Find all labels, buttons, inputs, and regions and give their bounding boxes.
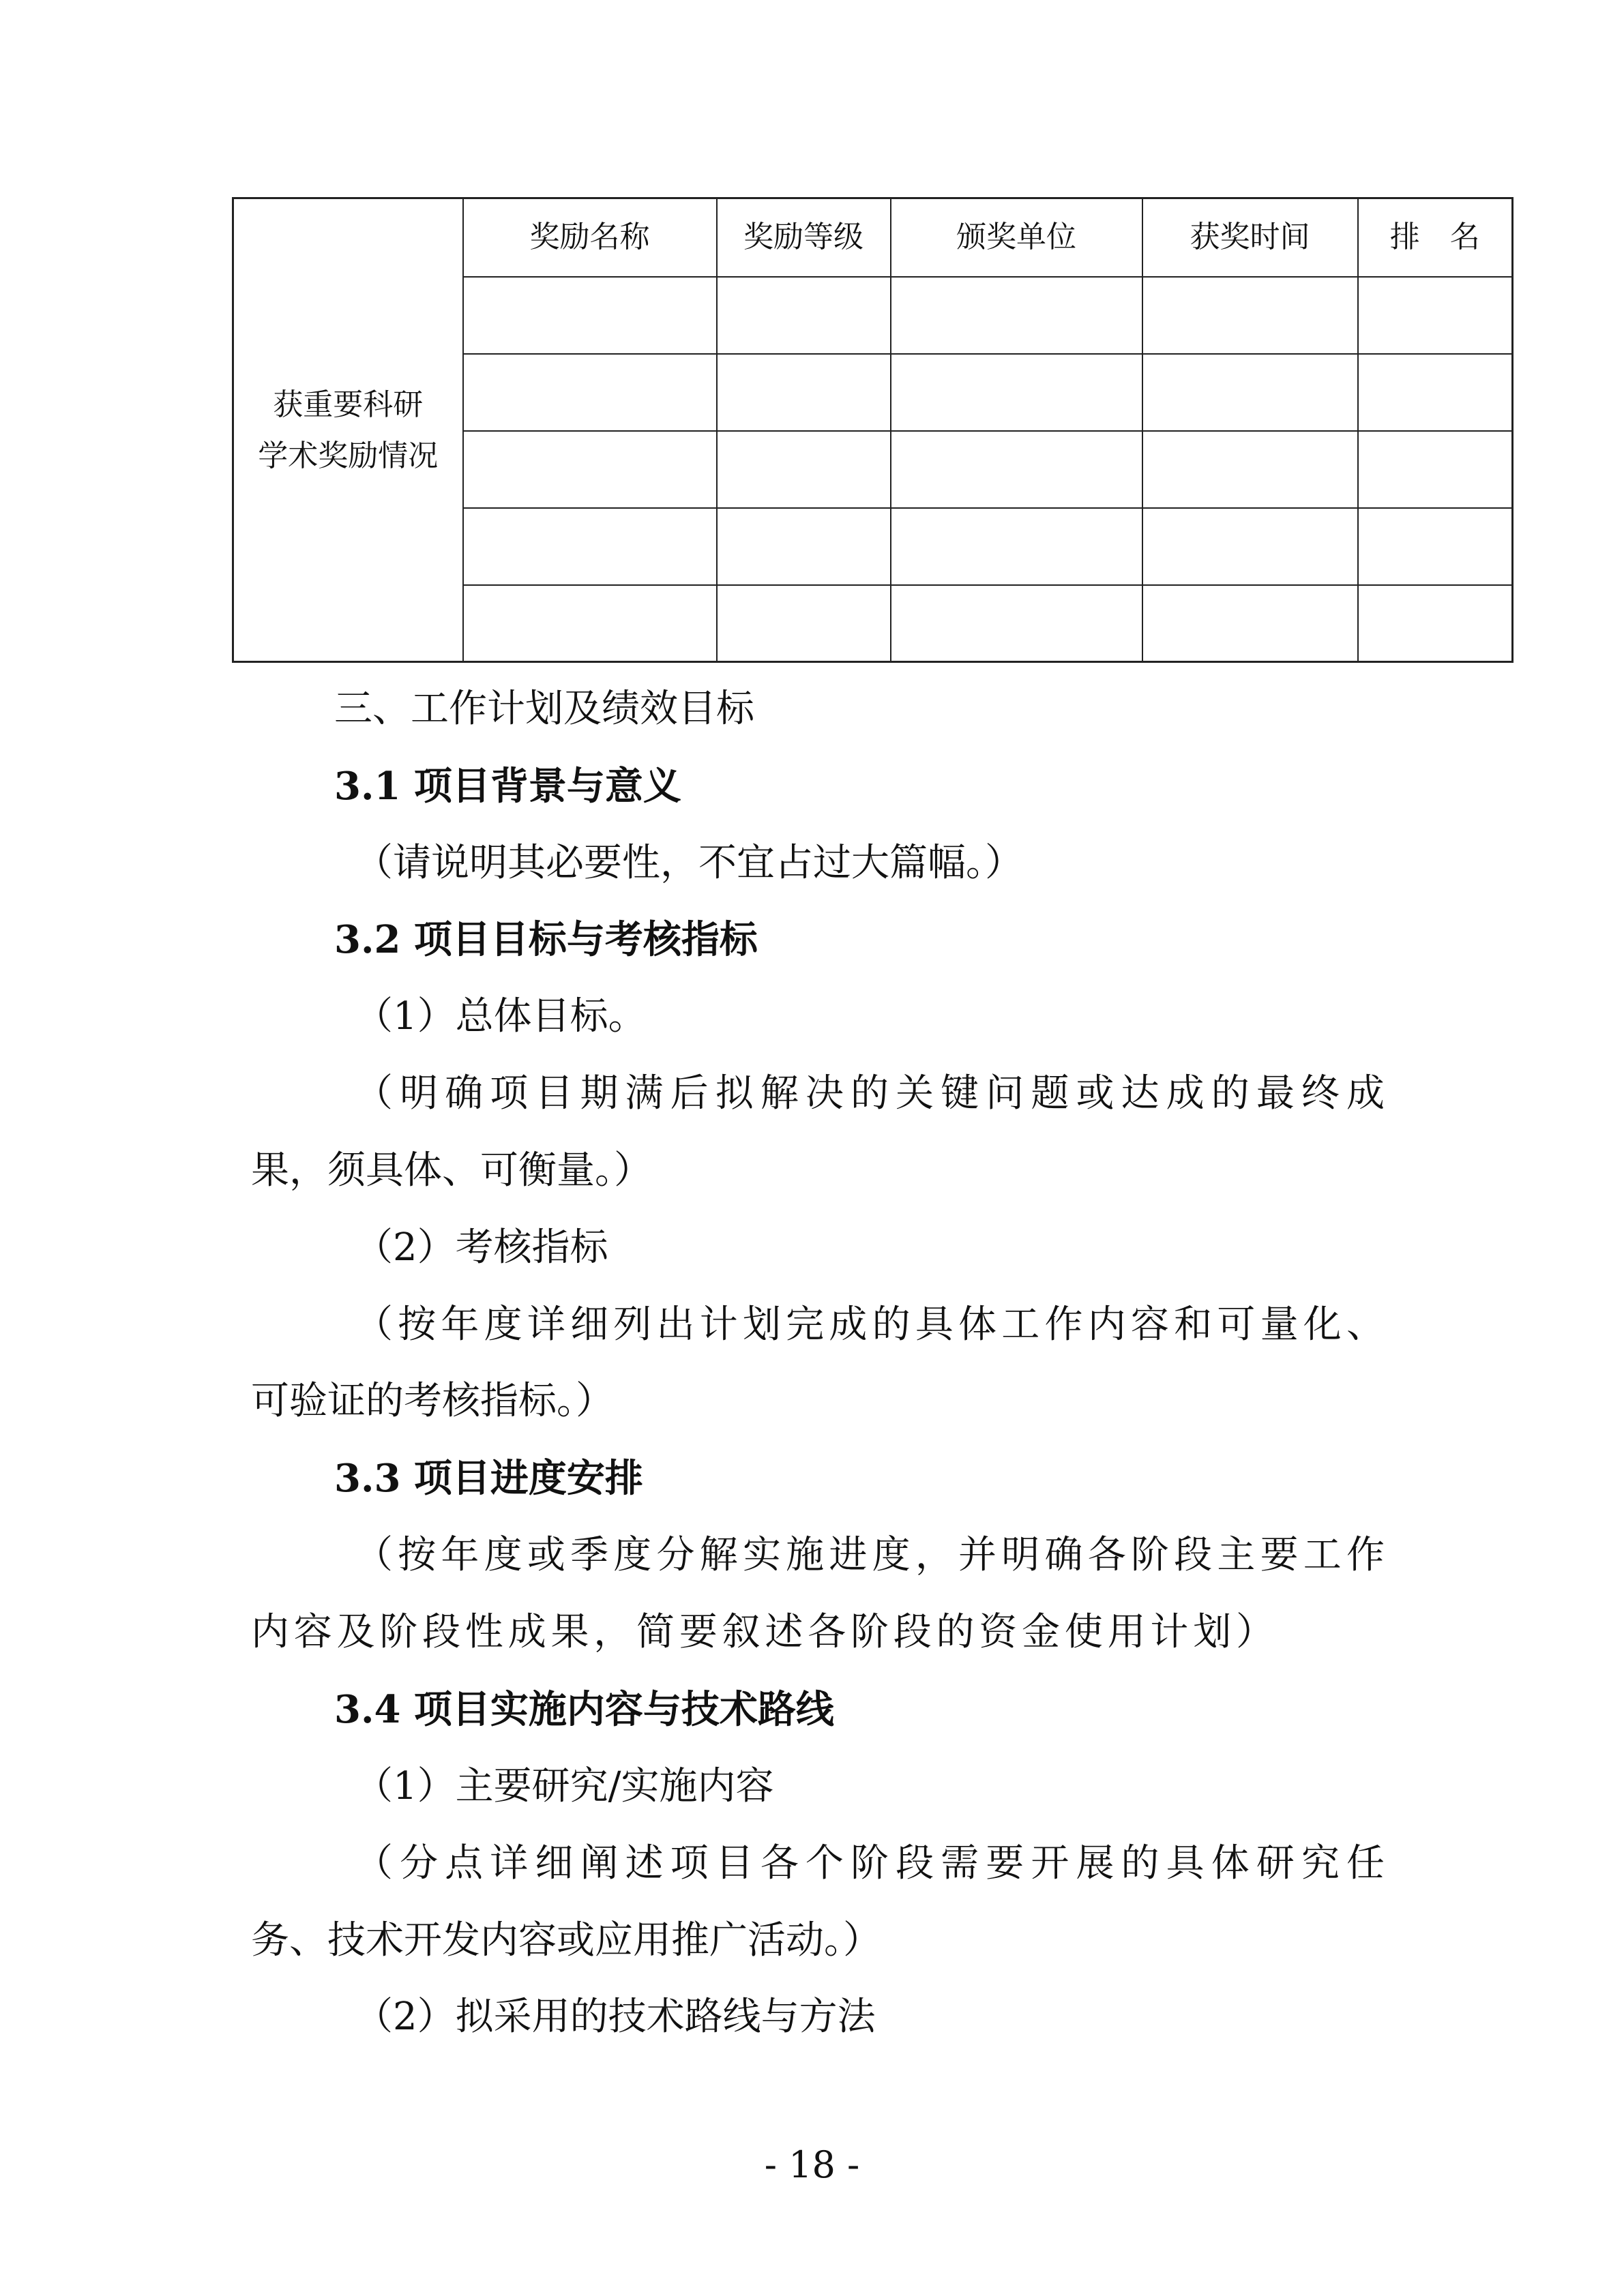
heading-3-4: 3.4 项目实施内容与技术路线 <box>334 1687 834 1732</box>
note-3-2-2-line-2: 可验证的考核指标。） <box>251 1379 614 1423</box>
note-3-2-1-line-1: （明确项目期满后拟解决的关键问题或达成的最终成 <box>355 1071 1385 1116</box>
heading-3-1: 3.1 项目背景与意义 <box>334 764 681 809</box>
table-cell <box>1358 277 1513 354</box>
table-header-row <box>233 198 1513 277</box>
row-label-line-1: 获重要科研 <box>273 387 424 422</box>
heading-3-2: 3.2 项目目标与考核指标 <box>334 917 758 962</box>
header-award-time: 获奖时间 <box>1142 198 1358 277</box>
table-cell <box>891 508 1142 585</box>
row-label-cell <box>233 198 463 662</box>
item-3-2-1: （1）总体目标。 <box>355 994 647 1039</box>
note-3-4-1-line-1: （分点详细阐述项目各个阶段需要开展的具体研究任 <box>355 1841 1385 1885</box>
table-cell <box>463 354 717 431</box>
item-3-4-2: （2）拟采用的技术路线与方法 <box>355 1995 876 2039</box>
header-award-name: 奖励名称 <box>463 198 717 277</box>
table-cell <box>717 508 891 585</box>
page-number: - 18 - <box>764 2143 860 2186</box>
table-cell <box>1142 431 1358 508</box>
table-cell <box>1358 585 1513 662</box>
note-3-4-1-line-2: 务、技术开发内容或应用推广活动。） <box>251 1918 881 1963</box>
table-cell <box>891 585 1142 662</box>
table-cell <box>463 508 717 585</box>
header-rank: 排 名 <box>1358 198 1513 277</box>
item-3-4-1: （1）主要研究/实施内容 <box>355 1764 774 1808</box>
table-cell <box>1358 354 1513 431</box>
table-cell <box>1142 277 1358 354</box>
table-cell <box>891 354 1142 431</box>
section-title: 三、工作计划及绩效目标 <box>334 687 754 731</box>
table-cell <box>1358 508 1513 585</box>
heading-3-3: 3.3 项目进度安排 <box>334 1456 643 1501</box>
row-label-line-2: 学术奖励情况 <box>258 438 439 473</box>
table-cell <box>891 277 1142 354</box>
table-cell <box>1142 585 1358 662</box>
item-3-2-2: （2）考核指标 <box>355 1225 608 1270</box>
note-3-2-1-line-2: 果，须具体、可衡量。） <box>251 1148 652 1193</box>
table-cell <box>1142 354 1358 431</box>
table-cell <box>463 431 717 508</box>
note-3-3-line-2: 内容及阶段性成果，简要叙述各阶段的资金使用计划） <box>251 1610 1274 1654</box>
table-cell <box>463 277 717 354</box>
header-awarding-unit: 颁奖单位 <box>891 198 1142 277</box>
table-cell <box>1358 431 1513 508</box>
table-cell <box>1142 508 1358 585</box>
table-cell <box>463 585 717 662</box>
note-3-3-line-1: （按年度或季度分解实施进度，并明确各阶段主要工作 <box>355 1533 1385 1577</box>
note-3-2-2-line-1: （按年度详细列出计划完成的具体工作内容和可量化、 <box>355 1302 1385 1347</box>
note-3-1: （请说明其必要性，不宜占过大篇幅。） <box>355 841 1023 885</box>
header-award-level: 奖励等级 <box>717 198 891 277</box>
table-cell <box>717 277 891 354</box>
table-cell <box>717 585 891 662</box>
table-cell <box>717 354 891 431</box>
table-cell <box>717 431 891 508</box>
table-cell <box>891 431 1142 508</box>
award-table <box>232 197 1514 663</box>
